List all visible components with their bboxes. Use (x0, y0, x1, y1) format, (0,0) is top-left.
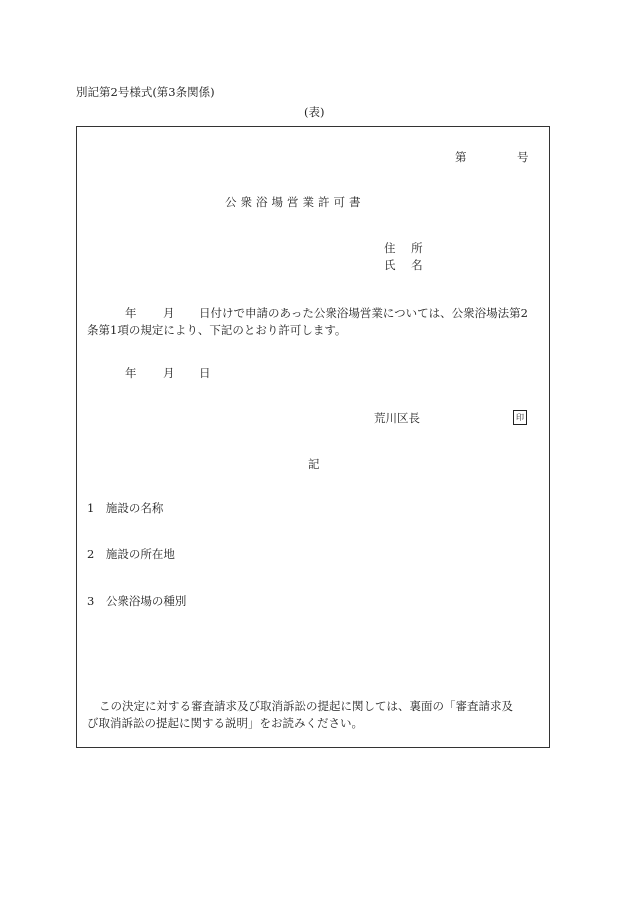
item-facility-name: 1 施設の名称 (87, 501, 164, 515)
para-month: 月 (163, 306, 175, 320)
document-title: 公衆浴場営業許可書 (225, 195, 365, 209)
date-day: 日 (199, 366, 211, 380)
ki-heading: 記 (308, 457, 320, 471)
note-line1: この決定に対する審査請求及び取消訴訟の提起に関しては、裏面の「審査請求及 (99, 699, 513, 713)
date-year: 年 (125, 366, 137, 380)
document-frame (76, 126, 550, 748)
para-line1-rest: 日付けで申請のあった公衆浴場営業については、公衆浴場法第2 (199, 306, 528, 320)
item-bath-type: 3 公衆浴場の種別 (87, 594, 187, 608)
note-line2: び取消訴訟の提起に関する説明」をお読みください。 (87, 716, 363, 730)
name-label: 氏 名 (384, 258, 429, 272)
para-year: 年 (125, 306, 137, 320)
address-label: 住 所 (384, 241, 429, 255)
form-label: 別記第2号様式(第3条関係) (76, 85, 215, 99)
side-label: (表) (304, 105, 325, 119)
item-facility-location: 2 施設の所在地 (87, 547, 175, 561)
seal-icon: 印 (513, 410, 527, 425)
issuer: 荒川区長 (374, 411, 420, 425)
date-month: 月 (163, 366, 175, 380)
para-line2: 条第1項の規定により、下記のとおり許可します。 (87, 323, 347, 337)
number-dai: 第 (455, 150, 467, 164)
number-go: 号 (517, 150, 529, 164)
seal-mark (513, 409, 527, 425)
